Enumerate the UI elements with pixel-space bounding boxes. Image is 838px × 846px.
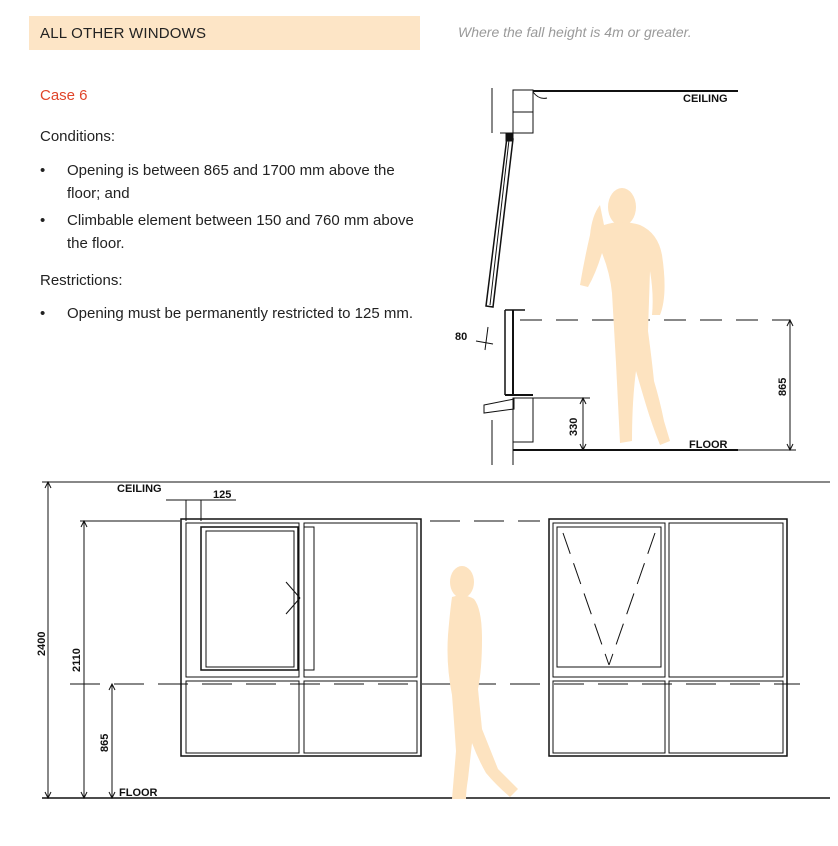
window-elevation-left <box>181 519 421 756</box>
person-figure-section <box>580 188 670 445</box>
bullet-icon: • <box>40 305 46 322</box>
case-label: Case 6 <box>40 87 88 104</box>
dim-865e-label: 865 <box>99 733 111 752</box>
dim-2110-label: 2110 <box>71 648 83 672</box>
condition-text: Opening is between 865 and 1700 mm above the floor; and <box>67 162 395 202</box>
sash-glass <box>490 140 509 305</box>
elevation-ceiling-label: CEILING <box>117 483 162 495</box>
elevation-drawing <box>42 482 830 798</box>
restriction-text: Opening must be permanently restricted to 125 mm. <box>67 305 413 322</box>
dim-80-label: 80 <box>455 331 468 343</box>
frame-head <box>506 133 513 141</box>
dim-125-label: 125 <box>213 489 232 501</box>
section-title: ALL OTHER WINDOWS <box>40 25 207 42</box>
cornice <box>533 92 547 98</box>
dim-330-label: 330 <box>568 417 580 436</box>
header-note: Where the fall height is 4m or greater. <box>458 24 692 40</box>
window-elevation-right <box>549 519 787 756</box>
dim-80-line <box>485 327 488 350</box>
elevation-floor-label: FLOOR <box>119 787 158 799</box>
condition-text: Climbable element between 150 and 760 mm above the floor. <box>67 212 414 252</box>
dim-2400-label: 2400 <box>36 631 48 656</box>
section-ceiling-label: CEILING <box>683 93 728 105</box>
dim-80-leader <box>476 341 493 344</box>
restrictions-heading: Restrictions: <box>40 272 123 289</box>
bullet-icon: • <box>40 162 46 179</box>
person-figure-elevation <box>448 566 519 799</box>
dim-865-label: 865 <box>777 377 789 396</box>
conditions-heading: Conditions: <box>40 128 116 145</box>
section-floor-label: FLOOR <box>689 439 728 451</box>
sill-flashing <box>484 399 514 413</box>
bullet-icon: • <box>40 212 46 229</box>
lower-wall <box>513 398 533 442</box>
